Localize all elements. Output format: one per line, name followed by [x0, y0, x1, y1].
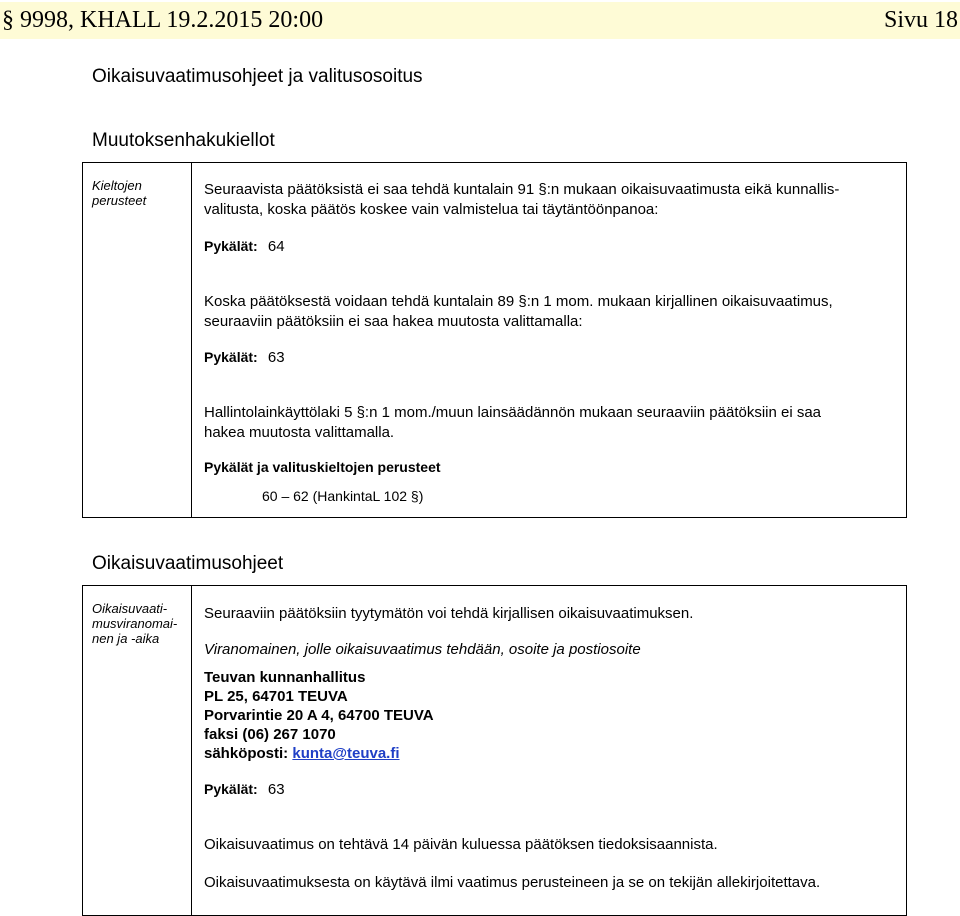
instruction-text-3: Oikaisuvaatimus on tehtävä 14 päivän kuluessa päätöksen tiedoksisaannista.	[204, 836, 718, 853]
restrictions-side-label	[92, 178, 146, 208]
side-label-line: Oikaisuvaati-	[92, 601, 168, 616]
restriction-text-3	[204, 403, 896, 443]
pykalat-label: Pykälät:	[204, 349, 258, 365]
authority-email-row	[204, 744, 434, 763]
side-label-line: musviranomai-	[92, 616, 178, 631]
pykalat-value: 63	[267, 781, 285, 798]
email-link[interactable]: kunta@teuva.fi	[292, 745, 400, 762]
pykalat-label: Pykälät:	[204, 238, 258, 254]
text-line: Koska päätöksestä voidaan tehdä kuntalain 89 §:n 1 mom. mukaan kirjallinen oikaisuvaatimus,	[204, 293, 833, 310]
text-line: seuraaviin päätöksiin ei saa hakea muutosta valittamalla:	[204, 313, 583, 330]
pykalat-row-1	[204, 236, 285, 257]
pykalat-value: 63	[267, 349, 285, 366]
instruction-text-1: Seuraaviin päätöksiin tyytymätön voi tehdä kirjallisen oikaisuvaatimuksen.	[204, 605, 694, 622]
pykalat-label: Pykälät:	[204, 781, 258, 797]
side-label-line: nen ja -aika	[92, 631, 160, 646]
pykalat-label: Pykälät ja valituskieltojen perusteet	[204, 459, 441, 475]
email-label: sähköposti:	[204, 745, 289, 762]
header-meeting-info: § 9998, KHALL 19.2.2015 20:00	[2, 7, 324, 33]
pykalat-row-3	[204, 457, 441, 478]
header-page-number: Sivu 18	[883, 7, 958, 33]
section-heading-instructions: Oikaisuvaatimusohjeet	[92, 553, 284, 574]
restriction-text-2	[204, 292, 833, 332]
text-line: Seuraavista päätöksistä ei saa tehdä kuntalain 91 §:n mukaan oikaisuvaatimusta eikä kunnallis-	[204, 181, 840, 198]
text-line: valitusta, koska päätös koskee vain valmistelua tai täytäntöönpanoa:	[204, 201, 659, 218]
text-line: Hallintolainkäyttölaki 5 §:n 1 mom./muun lainsäädännön mukaan seuraaviin päätöksiin ei saa	[204, 404, 822, 421]
restriction-text-1	[204, 180, 839, 220]
instructions-divider	[191, 585, 192, 916]
page-title: Oikaisuvaatimusohjeet ja valitusosoitus	[92, 66, 423, 87]
side-label-line: Kieltojen	[92, 178, 142, 193]
instruction-text-2: Viranomainen, jolle oikaisuvaatimus tehdään, osoite ja postiosoite	[204, 641, 641, 658]
pykalat-value: 64	[267, 238, 285, 255]
page-header	[0, 2, 960, 39]
instruction-text-4: Oikaisuvaatimuksesta on käytävä ilmi vaatimus perusteineen ja se on tekijän allekirjoitettava.	[204, 874, 821, 891]
section-heading-restrictions: Muutoksenhakukiellot	[92, 130, 275, 151]
authority-fax: faksi (06) 267 1070	[204, 726, 336, 743]
pykalat-row-2	[204, 347, 285, 368]
authority-name: Teuvan kunnanhallitus	[204, 669, 366, 686]
authority-street: Porvarintie 20 A 4, 64700 TEUVA	[204, 707, 434, 724]
pykalat-value-3: 60 – 62 (HankintaL 102 §)	[262, 488, 424, 504]
authority-po-box: PL 25, 64701 TEUVA	[204, 688, 348, 705]
instructions-side-label	[92, 601, 177, 646]
side-label-line: perusteet	[92, 193, 147, 208]
restrictions-divider	[191, 162, 192, 518]
text-line: hakea muutosta valittamalla.	[204, 424, 395, 441]
authority-address	[204, 668, 434, 763]
pykalat-row-4	[204, 779, 285, 800]
